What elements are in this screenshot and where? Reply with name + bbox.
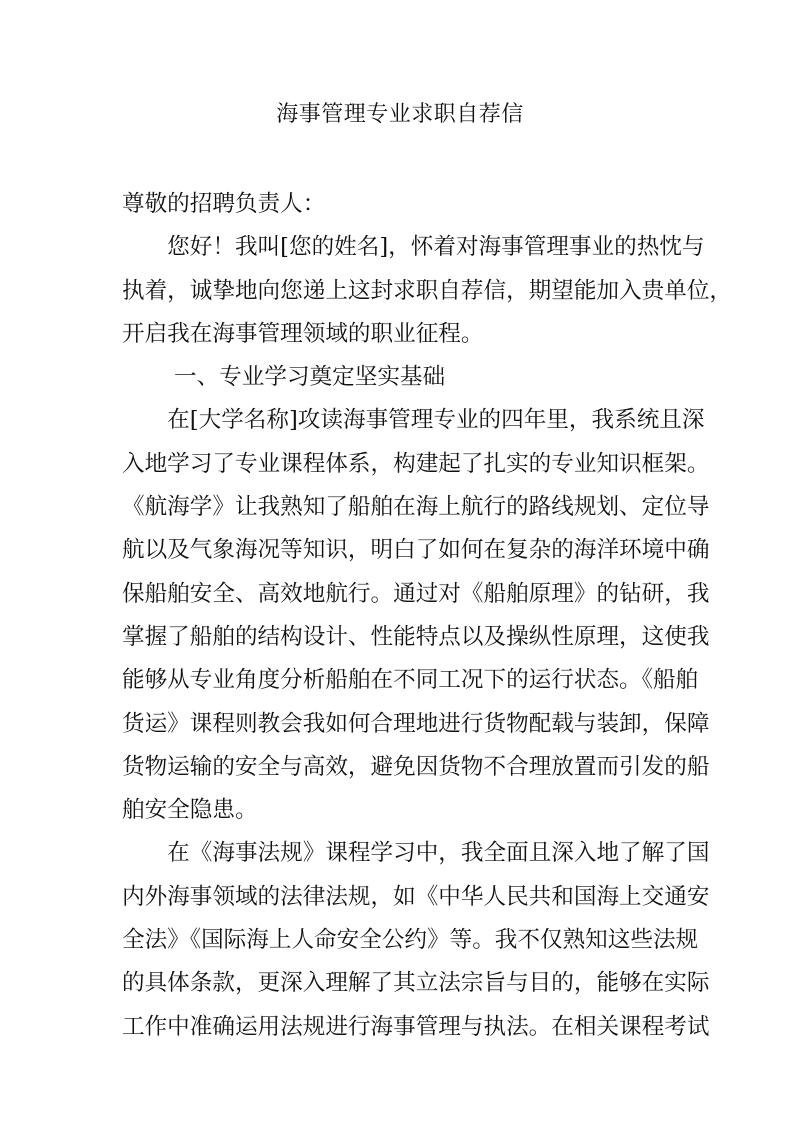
text-line: 在[大学名称]攻读海事管理专业的四年里，我系统且深 — [122, 407, 705, 434]
text-line: 工作中准确运用法规进行海事管理与执法。在相关课程考试 — [122, 1013, 710, 1040]
text-line: 开启我在海事管理领域的职业征程。 — [122, 320, 484, 347]
document-title: 海事管理专业求职自荐信 — [276, 102, 524, 127]
text-line: 全法》《国际海上人命安全公约》等。我不仅熟知这些法规 — [122, 927, 699, 954]
text-line: 尊敬的招聘负责人： — [122, 191, 326, 217]
text-line: 入地学习了专业课程体系，构建起了扎实的专业知识框架。 — [122, 450, 710, 477]
text-line: 的具体条款，更深入理解了其立法宗旨与目的，能够在实际 — [122, 970, 710, 997]
text-line: 在《海事法规》课程学习中，我全面且深入地了解了国 — [122, 840, 710, 867]
section-heading: 一、专业学习奠定坚实基础 — [174, 364, 446, 391]
text-line: 执着，诚挚地向您递上这封求职自荐信，期望能加入贵单位， — [122, 277, 733, 304]
letter-body — [122, 183, 733, 1049]
text-line: 航以及气象海况等知识，明白了如何在复杂的海洋环境中确 — [122, 537, 710, 564]
text-line: 货运》课程则教会我如何合理地进行货物配载与装卸，保障 — [122, 710, 710, 737]
text-line: 《航海学》让我熟知了船舶在海上航行的路线规划、定位导 — [122, 494, 710, 521]
text-line: 货物运输的安全与高效，避免因货物不合理放置而引发的船 — [122, 753, 710, 780]
text-line: 掌握了船舶的结构设计、性能特点以及操纵性原理，这使我 — [122, 623, 710, 650]
text-line: 内外海事领域的法律法规，如《中华人民共和国海上交通安 — [122, 883, 710, 910]
text-line: 保船舶安全、高效地航行。通过对《船舶原理》的钻研，我 — [122, 580, 710, 607]
text-line: 您好！我叫[您的姓名]，怀着对海事管理事业的热忱与 — [122, 234, 705, 261]
text-line: 舶安全隐患。 — [122, 797, 258, 824]
text-line: 能够从专业角度分析船舶在不同工况下的运行状态。《船舶 — [122, 667, 699, 694]
